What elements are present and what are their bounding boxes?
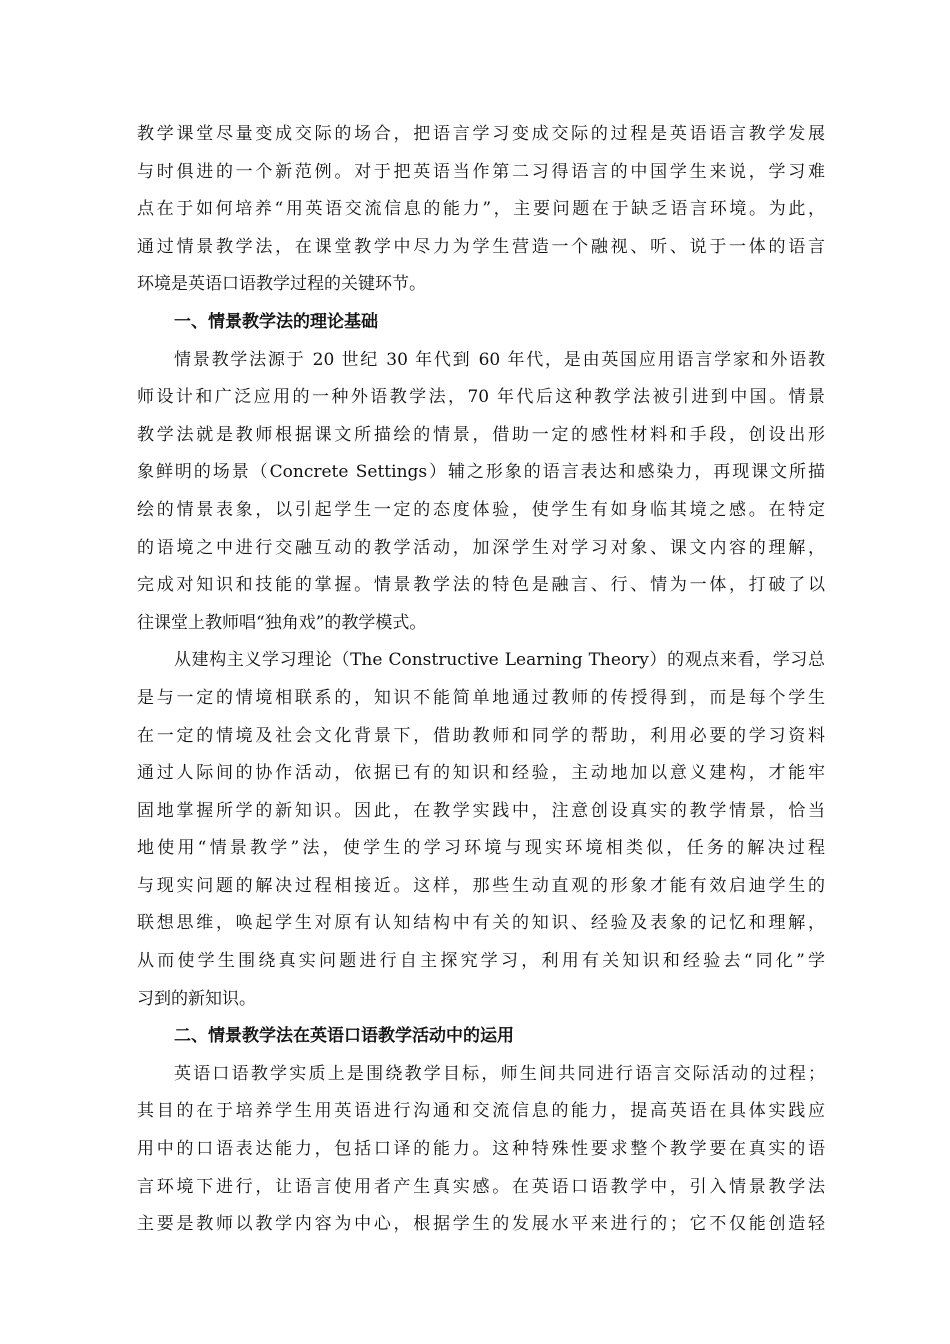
section1-paragraph-1 <box>137 342 825 643</box>
section-heading-1: 一、情景教学法的理论基础 <box>174 311 378 332</box>
text-line: 教学课堂尽量变成交际的场合，把语言学习变成交际的过程是英语语言教学发展 <box>137 124 825 144</box>
text-line: 固地掌握所学的新知识。因此，在教学实践中，注意创设真实的教学情景，恰当 <box>137 800 825 821</box>
section1-paragraph-2 <box>137 642 825 1018</box>
text-line: 习到的新知识。 <box>137 988 256 1009</box>
text-line: 情景教学法源于 20 世纪 30 年代到 60 年代，是由英国应用语言学家和外语教 <box>174 349 825 370</box>
text-line: 言环境下进行，让语言使用者产生真实感。在英语口语教学中，引入情景教学法 <box>137 1176 825 1197</box>
text-line: 师设计和广泛应用的一种外语教学法，70 年代后这种教学法被引进到中国。情景 <box>137 387 825 408</box>
text-line: 的语境之中进行交融互动的教学活动，加深学生对学习对象、课文内容的理解， <box>137 537 825 558</box>
text-line: 联想思维，唤起学生对原有认知结构中有关的知识、经验及表象的记忆和理解， <box>137 913 825 934</box>
text-line: 环境是英语口语教学过程的关键环节。 <box>137 274 426 295</box>
text-line: 往课堂上教师唱“独角戏”的教学模式。 <box>137 612 427 633</box>
text-line: 通过人际间的协作活动，依据已有的知识和经验，主动地加以意义建构，才能牢 <box>137 763 825 784</box>
text-line: 在一定的情境及社会文化背景下，借助教师和同学的帮助，利用必要的学习资料 <box>137 725 825 746</box>
text-line: 象鲜明的场景（Concrete Settings）辅之形象的语言表达和感染力，再现课文所描 <box>137 462 825 483</box>
text-line: 与时俱进的一个新范例。对于把英语当作第二习得语言的中国学生来说，学习难 <box>137 161 825 182</box>
document-body <box>137 116 825 1244</box>
text-line: 其目的在于培养学生用英语进行沟通和交流信息的能力，提高英语在具体实践应 <box>137 1101 825 1122</box>
text-line: 是与一定的情境相联系的，知识不能简单地通过教师的传授得到，而是每个学生 <box>137 687 825 708</box>
section2-paragraph-1 <box>137 1056 825 1244</box>
text-line: 绘的情景表象，以引起学生一定的态度体验，使学生有如身临其境之感。在特定 <box>137 499 825 520</box>
text-line: 地使用“情景教学”法，使学生的学习环境与现实环境相类似，任务的解决过程 <box>137 838 825 859</box>
text-line: 用中的口语表达能力，包括口译的能力。这种特殊性要求整个教学要在真实的语 <box>137 1139 825 1160</box>
text-line: 从而使学生围绕真实问题进行自主探究学习，利用有关知识和经验去“同化”学 <box>137 951 825 972</box>
text-line: 通过情景教学法，在课堂教学中尽力为学生营造一个融视、听、说于一体的语言 <box>137 236 825 257</box>
section-heading-2: 二、情景教学法在英语口语教学活动中的运用 <box>174 1026 514 1047</box>
text-line: 教学法就是教师根据课文所描绘的情景，借助一定的感性材料和手段，创设出形 <box>137 424 825 445</box>
text-line: 主要是教师以教学内容为中心，根据学生的发展水平来进行的；它不仅能创造轻 <box>137 1214 825 1235</box>
text-line: 从建构主义学习理论（The Constructive Learning Theory）的观点来看，学习总 <box>174 650 825 671</box>
text-line: 英语口语教学实质上是围绕教学目标，师生间共同进行语言交际活动的过程； <box>174 1063 825 1084</box>
text-line: 与现实问题的解决过程相接近。这样，那些生动直观的形象才能有效启迪学生的 <box>137 875 825 896</box>
text-line: 完成对知识和技能的掌握。情景教学法的特色是融言、行、情为一体，打破了以 <box>137 575 825 596</box>
intro-paragraph <box>137 116 825 304</box>
text-line: 点在于如何培养“用英语交流信息的能力”，主要问题在于缺乏语言环境。为此， <box>137 199 825 220</box>
